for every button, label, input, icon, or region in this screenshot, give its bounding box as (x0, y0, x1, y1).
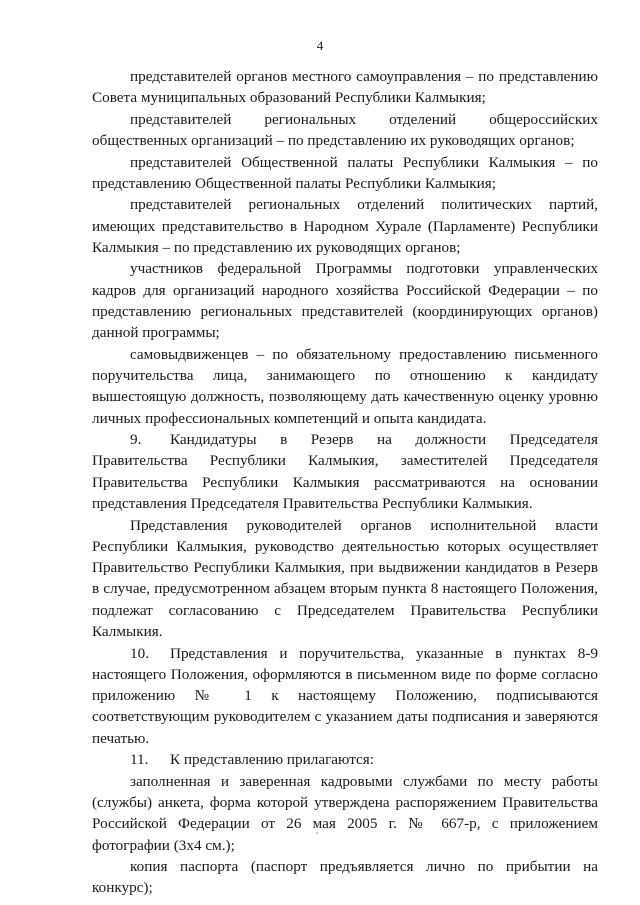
paragraph-text: представителей органов местного самоуправления – по представлению Совета муниципальных образований Республики Калмыкия; (92, 68, 598, 107)
paragraph-text: представителей Общественной палаты Республики Калмыкия – по представлению Общественной палаты Республики Калмыкия; (92, 153, 598, 192)
paragraph-executive-bodies (92, 515, 598, 643)
page-number: 4 (316, 38, 324, 53)
paragraph-text: Представления руководителей органов исполнительной власти Республики Калмыкия, руководство деятельностью которых осуществляет Правительство Республики Калмыкия, при выдвижении кандидатов в Резерв в случае, предусмотренном абзацем вторым пункта 8 настоящего Положения, подлежат согласованию с Председателем Правительства Республики Калмыкия. (92, 516, 598, 641)
paragraph-questionnaire (92, 771, 598, 856)
scan-speck (316, 832, 318, 834)
paragraph-text: самовыдвиженцев – по обязательному предоставлению письменного поручительства лица, занимающего по отношению к кандидату вышестоящую должность, позволяющему дать качественную оценку уровню личных профессиональных компетенций и опыта кандидата. (92, 345, 598, 427)
paragraph-text: Представления и поручительства, указанные в пунктах 8-9 настоящего Положения, оформляются в письменном виде по форме согласно приложению № 1 к настоящему Положению, подписываются соответствующим руководителем с указанием даты подписания и заверяются печатью. (92, 644, 598, 747)
paragraph-item-11 (92, 749, 598, 770)
paragraph-item-9 (92, 429, 598, 514)
paragraph-text: копия паспорта (паспорт предъявляется лично по прибытии на конкурс); (92, 858, 598, 897)
paragraph-item-10 (92, 643, 598, 749)
paragraph-text: заполненная и заверенная кадровыми службами по месту работы (службы) анкета, форма которой утверждена распоряжением Правительства Российской Федерации от 26 мая 2005 г. № 667-р, с приложением фотографии (3х4 см.); (92, 772, 598, 854)
paragraph-text: участников федеральной Программы подготовки управленческих кадров для организаций народного хозяйства Российской Федерации – по представлению региональных представителей (координирующих органов) данной программы; (92, 260, 598, 342)
paragraph-text: представителей региональных отделений общероссийских общественных организаций – по представлению их руководящих органов; (92, 110, 598, 150)
paragraph-self-nominees (92, 344, 598, 429)
document-body (92, 66, 598, 899)
paragraph-text: К представлению прилагаются: (170, 751, 374, 769)
paragraph-local-government (92, 66, 598, 109)
paragraph-public-chamber (92, 152, 598, 195)
paragraph-political-parties (92, 194, 598, 258)
paragraph-text: Кандидатуры в Резерв на должности Председателя Правительства Республики Калмыкия, заместителей Председателя Правительства Республики Калмыкия рассматриваются на основании представления Председателя Правительства Республики Калмыкия. (92, 431, 598, 513)
paragraph-public-organizations (92, 109, 598, 152)
item-number: 9. (130, 431, 142, 449)
paragraph-passport-copy (92, 856, 598, 899)
paragraph-federal-program (92, 258, 598, 343)
paragraph-text: представителей региональных отделений политических партий, имеющих представительство в Народном Хурале (Парламенте) Республики Калмыкия – по представлению их руководящих органов; (92, 196, 598, 256)
item-number: 11. (130, 751, 149, 769)
item-number: 10. (130, 644, 149, 662)
